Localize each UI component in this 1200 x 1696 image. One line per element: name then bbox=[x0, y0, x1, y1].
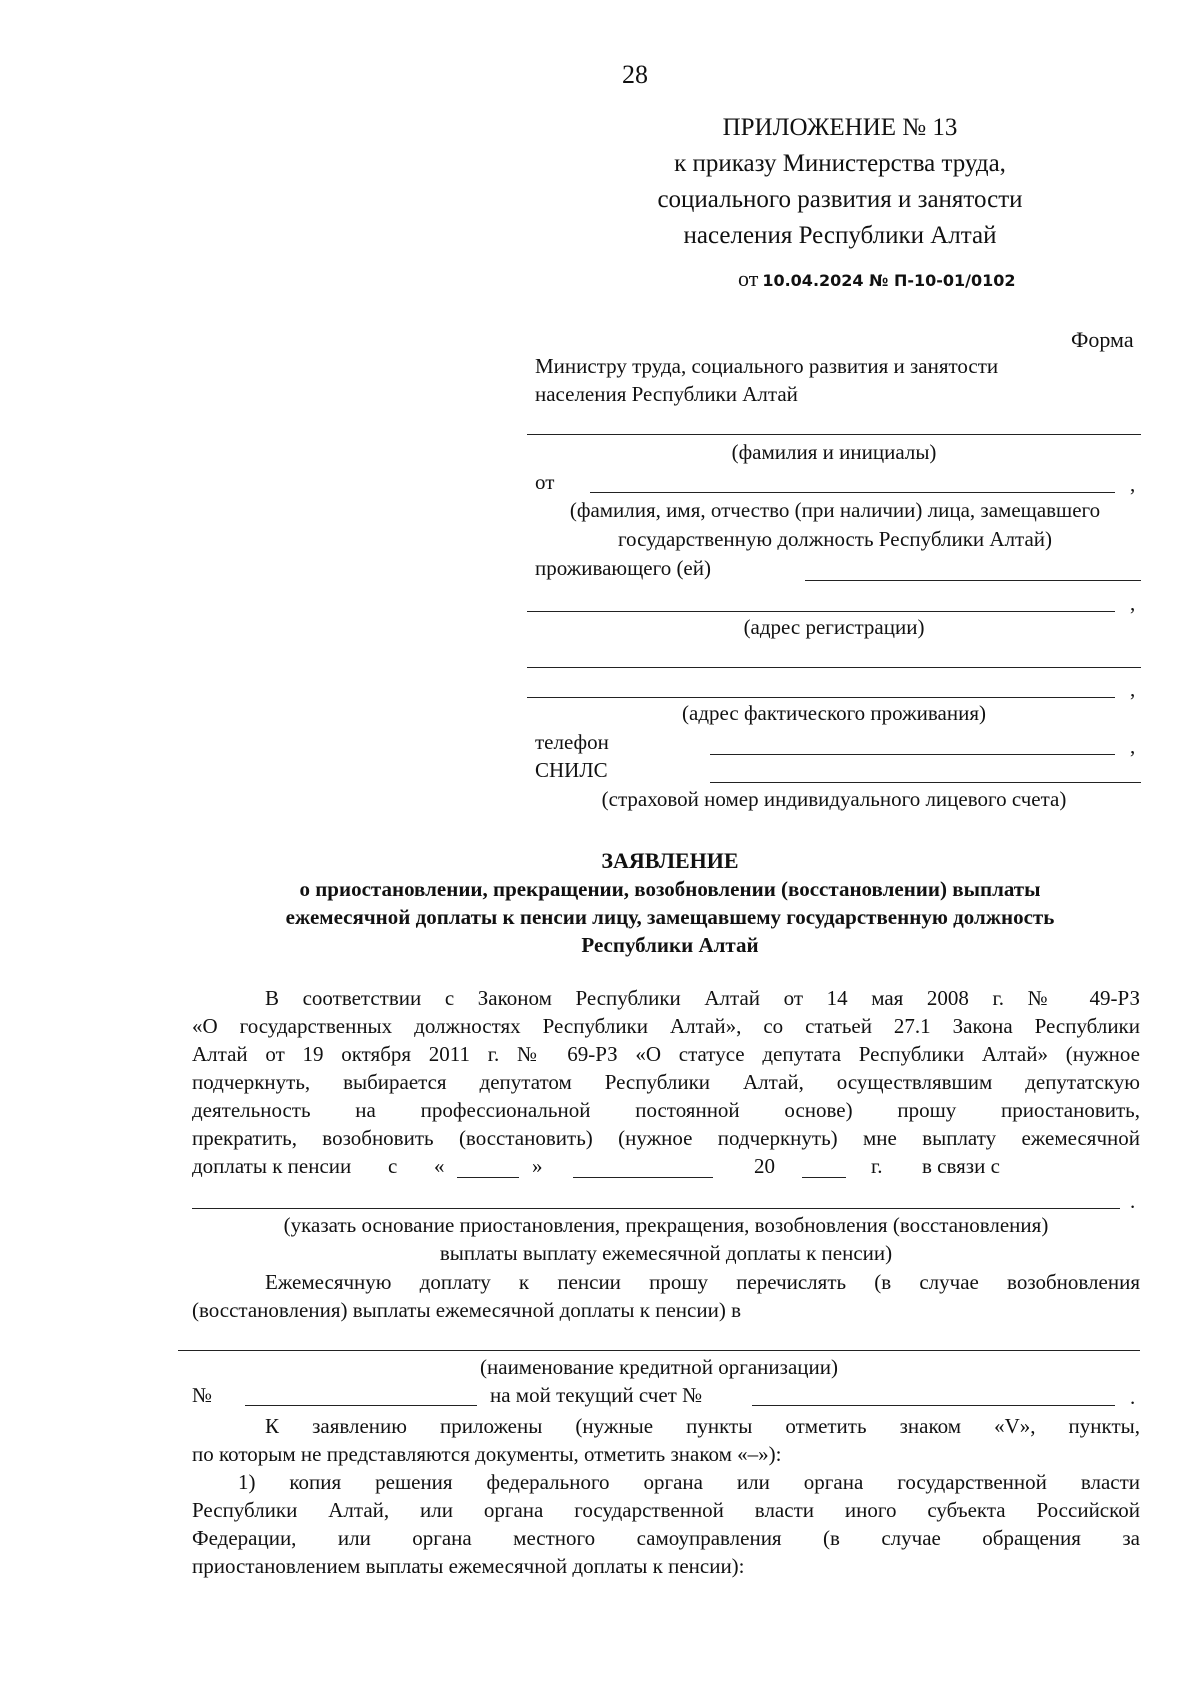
month-line[interactable] bbox=[573, 1177, 713, 1178]
hint-reason-1: (указать основание приостановления, прекращения, возобновления (восстановления) bbox=[283, 1213, 1049, 1237]
appendix-line-3: населения Республики Алтай bbox=[683, 222, 997, 249]
para4-line-2: Республики Алтай, или органа государственной власти иного субъекта Российской bbox=[192, 1498, 1140, 1522]
bank-number-line[interactable] bbox=[245, 1405, 477, 1406]
no-label: № bbox=[192, 1383, 213, 1407]
para1-from: с bbox=[388, 1154, 398, 1178]
from-label: от bbox=[535, 470, 555, 494]
reg-address-line[interactable] bbox=[527, 611, 1115, 612]
hint-snils: (страховой номер индивидуального лицевого счета) bbox=[601, 787, 1067, 811]
para1-line-7-start: доплаты к пенсии bbox=[192, 1154, 352, 1178]
hint-minister-name: (фамилия и инициалы) bbox=[731, 440, 937, 464]
para1-line-2: «О государственных должностях Республики Алтай», со статьей 27.1 Закона Республики bbox=[192, 1014, 1140, 1038]
statement-subtitle-1: о приостановлении, прекращении, возобновлении (восстановлении) выплаты bbox=[299, 877, 1041, 901]
comma-3: , bbox=[1130, 677, 1136, 701]
reason-line[interactable] bbox=[192, 1208, 1120, 1209]
para3-line-1: К заявлению приложены (нужные пункты отметить знаком «V», пункты, bbox=[265, 1414, 1140, 1438]
period-1: . bbox=[1130, 1189, 1136, 1213]
hint-reason-2: выплаты выплату ежемесячной доплаты к пенсии) bbox=[439, 1241, 893, 1265]
para1-line-6: прекратить, возобновить (восстановить) (нужное подчеркнуть) мне выплату ежемесячной bbox=[192, 1126, 1140, 1150]
addressee-line-1: Министру труда, социального развития и занятости bbox=[535, 354, 999, 378]
close-quote: » bbox=[532, 1154, 543, 1178]
day-line[interactable] bbox=[457, 1177, 519, 1178]
phone-line[interactable] bbox=[710, 754, 1115, 755]
statement-title: ЗАЯВЛЕНИЕ bbox=[601, 848, 739, 873]
para4-line-4: приостановлением выплаты ежемесячной доплаты к пенсии): bbox=[192, 1554, 745, 1578]
appendix-title: ПРИЛОЖЕНИЕ № 13 bbox=[722, 114, 958, 141]
para4-line-1: 1) копия решения федерального органа или органа государственной власти bbox=[238, 1470, 1140, 1494]
para2-line-1: Ежемесячную доплату к пенсии прошу перечислять (в случае возобновления bbox=[265, 1270, 1140, 1294]
para1-line-3: Алтай от 19 октября 2011 г. № 69-РЗ «О статусе депутата Республики Алтай» (нужное bbox=[192, 1042, 1140, 1066]
comma-1: , bbox=[1130, 472, 1136, 496]
para1-line-5: деятельность на профессиональной постоянной основе) прошу приостановить, bbox=[192, 1098, 1140, 1122]
phone-label: телефон bbox=[535, 730, 609, 754]
hint-applicant-2: государственную должность Республики Алтай) bbox=[617, 527, 1053, 551]
period-2: . bbox=[1130, 1385, 1136, 1409]
actual-address-line-1[interactable] bbox=[527, 667, 1141, 668]
para1-line-7-end: в связи с bbox=[922, 1154, 1000, 1178]
para4-line-3: Федерации, или органа местного самоуправления (в случае обращения за bbox=[192, 1526, 1140, 1550]
para1-line-4: подчеркнуть, выбирается депутатом Республики Алтай, осуществлявшим депутатскую bbox=[192, 1070, 1140, 1094]
para2-line-2: (восстановления) выплаты ежемесячной доплаты к пенсии) в bbox=[192, 1298, 741, 1322]
addressee-line-2: населения Республики Алтай bbox=[535, 382, 798, 406]
comma-2: , bbox=[1130, 591, 1136, 615]
appendix-date bbox=[738, 266, 1016, 292]
statement-subtitle-2: ежемесячной доплаты к пенсии лицу, замещавшему государственную должность bbox=[285, 905, 1055, 929]
date-number: 10.04.2024 № П-10-01/0102 bbox=[762, 271, 1016, 290]
appendix-line-1: к приказу Министерства труда, bbox=[674, 150, 1006, 177]
statement-subtitle-3: Республики Алтай bbox=[581, 933, 759, 957]
hint-actual-address: (адрес фактического проживания) bbox=[682, 701, 986, 725]
account-label: на мой текущий счет № bbox=[490, 1383, 703, 1407]
residing-label: проживающего (ей) bbox=[535, 556, 711, 580]
snils-label: СНИЛС bbox=[535, 758, 608, 782]
para3-line-2: по которым не представляются документы, отметить знаком «–»): bbox=[192, 1442, 782, 1466]
minister-name-line[interactable] bbox=[527, 434, 1141, 435]
residing-line[interactable] bbox=[805, 580, 1141, 581]
hint-reg-address: (адрес регистрации) bbox=[743, 615, 925, 639]
year-suffix: г. bbox=[871, 1154, 883, 1178]
page-number: 28 bbox=[622, 60, 648, 89]
account-number-line[interactable] bbox=[752, 1405, 1115, 1406]
hint-applicant-1: (фамилия, имя, отчество (при наличии) лица, замещавшего bbox=[569, 498, 1101, 522]
year-line[interactable] bbox=[802, 1177, 846, 1178]
applicant-name-line[interactable] bbox=[590, 492, 1115, 493]
date-prefix: от bbox=[738, 266, 759, 291]
form-label: Форма bbox=[1071, 327, 1134, 352]
para1-line-1: В соответствии с Законом Республики Алтай от 14 мая 2008 г. № 49-РЗ bbox=[265, 986, 1140, 1010]
open-quote: « bbox=[434, 1154, 445, 1178]
hint-bank: (наименование кредитной организации) bbox=[480, 1355, 838, 1379]
comma-4: , bbox=[1130, 734, 1136, 758]
year-prefix: 20 bbox=[754, 1154, 775, 1178]
actual-address-line-2[interactable] bbox=[527, 697, 1115, 698]
appendix-line-2: социального развития и занятости bbox=[657, 186, 1023, 213]
snils-line[interactable] bbox=[710, 782, 1141, 783]
bank-name-line[interactable] bbox=[178, 1350, 1140, 1351]
